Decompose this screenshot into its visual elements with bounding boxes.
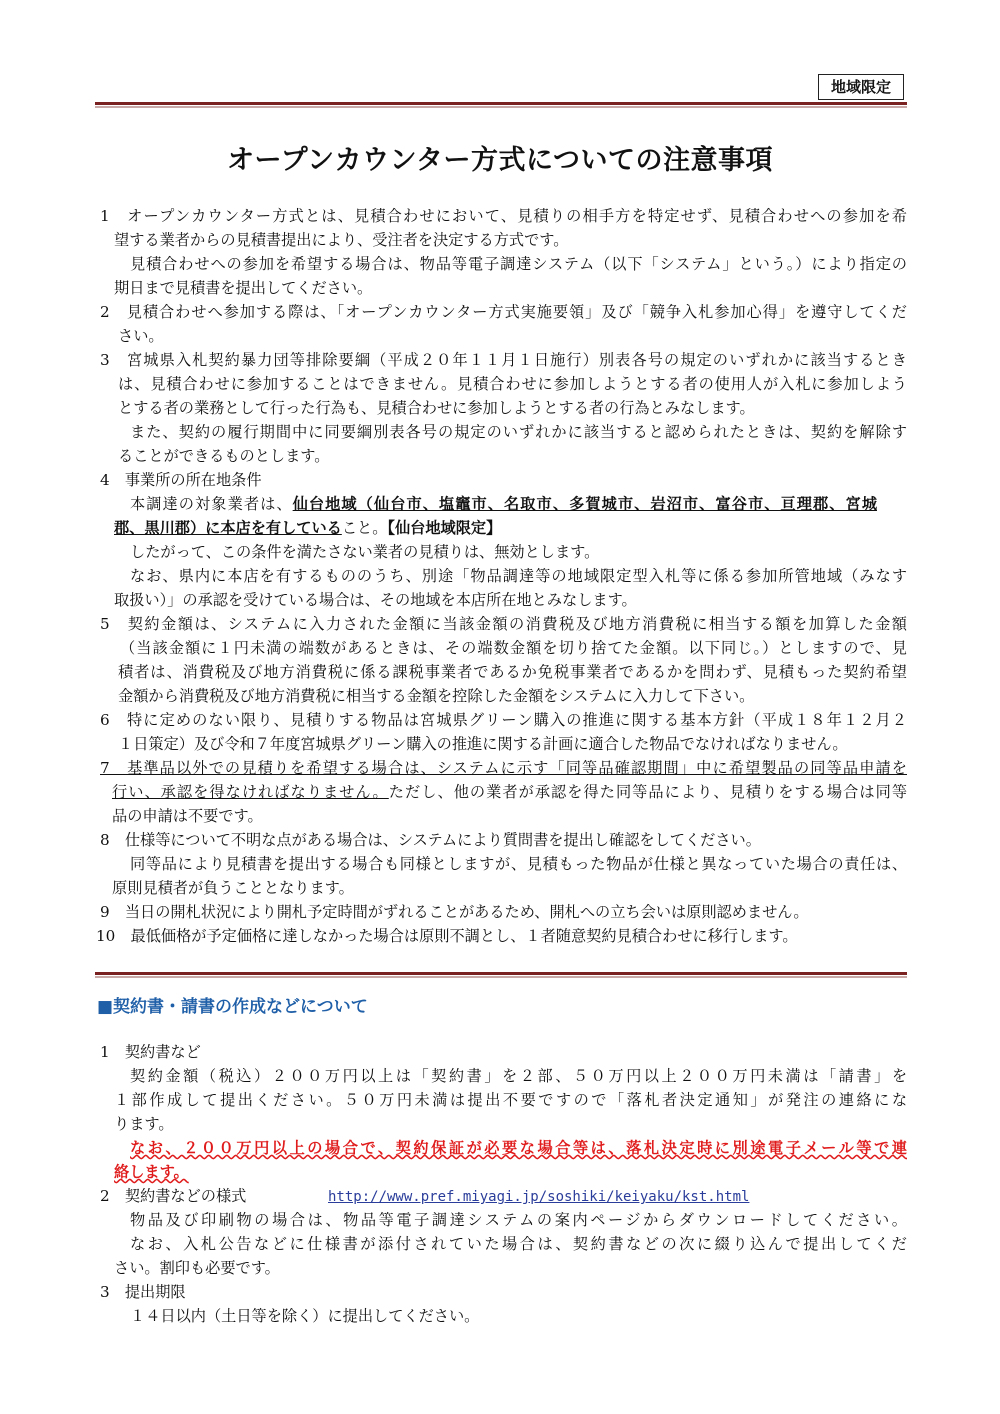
note-line: 6 特に定めのない限り、見積りする物品は宮城県グリーン購入の推進に関する基本方針（平成１８年１２月２ bbox=[100, 711, 907, 729]
contract-line: １部作成して提出ください。５０万円未満は提出不要ですので「落札者決定通知」が発注の連絡にな bbox=[114, 1091, 907, 1109]
contract-line: 3 提出期限 bbox=[100, 1283, 186, 1301]
note-line: とする者の業務として行った行為も、見積合わせに参加しようとする者の行為とみなします。 bbox=[118, 399, 755, 417]
contract-line: なお、入札公告などに仕様書が添付されていた場合は、契約書などの次に綴り込んで提出してくだ bbox=[130, 1235, 907, 1253]
note-line: 期日まで見積書を提出してください。 bbox=[114, 279, 373, 297]
section-divider bbox=[95, 972, 907, 978]
note-line-equivalent-product: 7 基準品以外での見積りを希望する場合は、システムに示す「同等品確認期間」中に希望製品の同等品申請を bbox=[100, 759, 907, 777]
note-line: 金額から消費税及び地方消費税に相当する金額を控除した金額をシステムに入力して下さい。 bbox=[118, 687, 755, 705]
contract-line: 契約金額（税込）２００万円以上は「契約書」を２部、５０万円以上２００万円未満は「請書」を bbox=[130, 1067, 907, 1085]
note-line: は、見積合わせに参加することはできません。見積合わせに参加しようとする者の使用人が入札に参加しよう bbox=[118, 375, 907, 393]
note-line: なお、県内に本店を有するもののうち、別途「物品調達等の地域限定型入札等に係る参加所管地域（みなす bbox=[130, 567, 907, 585]
top-divider bbox=[95, 102, 907, 108]
note-line: さい。 bbox=[118, 327, 164, 345]
note-line: 取扱い）」の承認を受けている場合は、その地域を本店所在地とみなします。 bbox=[114, 591, 637, 609]
note-line: 品の申請は不要です。 bbox=[112, 807, 263, 825]
contract-warning: なお、２００万円以上の場合で、契約保証が必要な場合等は、落札決定時に別途電子メール等で連 bbox=[130, 1139, 907, 1157]
note-line: したがって、この条件を満たさない業者の見積りは、無効とします。 bbox=[130, 543, 600, 561]
contract-line: ります。 bbox=[114, 1115, 174, 1133]
note-line: 積者は、消費税及び地方消費税に係る課税事業者であるか免税事業者であるかを問わず、見積もった契約希望 bbox=[118, 663, 907, 681]
region-limited-badge: 地域限定 bbox=[818, 74, 904, 100]
contract-line: 1 契約書など bbox=[100, 1043, 201, 1061]
note-line: 望する業者からの見積書提出により、受注者を決定する方式です。 bbox=[114, 231, 569, 249]
contract-line: 物品及び印刷物の場合は、物品等電子調達システムの案内ページからダウンロードしてください。 bbox=[130, 1211, 907, 1229]
forms-link[interactable]: http://www.pref.miyagi.jp/soshiki/keiyaku/kst.html bbox=[328, 1189, 750, 1205]
note-line-region-condition: 本調達の対象業者は、仙台地域（仙台市、塩竈市、名取市、多賀城市、岩沼市、富谷市、亘理郡、宮城 bbox=[130, 495, 877, 513]
contract-line: 2 契約書などの様式 bbox=[100, 1187, 247, 1205]
note-line: また、契約の履行期間中に同要綱別表各号の規定のいずれかに該当すると認められたときは、契約を解除す bbox=[130, 423, 907, 441]
note-line: 10 最低価格が予定価格に達しなかった場合は原則不調とし、１者随意契約見積合わせに移行します。 bbox=[96, 927, 798, 945]
note-line: （当該金額に１円未満の端数があるときは、その端数金額を切り捨てた金額。以下同じ。）としますので、見 bbox=[120, 639, 907, 657]
contract-warning: 絡します。 bbox=[114, 1163, 189, 1181]
page-title: オープンカウンター方式についての注意事項 bbox=[227, 145, 773, 176]
note-line-equivalent-product: 行い、承認を得なければなりません。ただし、他の業者が承認を得た同等品により、見積りをする場合は同等 bbox=[112, 783, 908, 801]
note-line: 3 宮城県入札契約暴力団等排除要綱（平成２０年１１月１日施行）別表各号の規定のいずれかに該当するとき bbox=[100, 351, 907, 369]
note-line: 同等品により見積書を提出する場合も同様としますが、見積もった物品が仕様と異なっていた場合の責任は、 bbox=[130, 855, 907, 873]
note-line: 1 オープンカウンター方式とは、見積合わせにおいて、見積りの相手方を特定せず、見積合わせへの参加を希 bbox=[100, 207, 907, 225]
contract-line: １４日以内（土日等を除く）に提出してください。 bbox=[130, 1307, 480, 1325]
note-line: ることができるものとします。 bbox=[118, 447, 330, 465]
note-line: １日策定）及び令和７年度宮城県グリーン購入の推進に関する計画に適合した物品でなければなりません。 bbox=[118, 735, 848, 753]
section-heading: ■契約書・請書の作成などについて bbox=[97, 997, 368, 1017]
note-line: 9 当日の開札状況により開札予定時間がずれることがあるため、開札への立ち会いは原則認めません。 bbox=[100, 903, 809, 921]
note-line: 2 見積合わせへ参加する際は、「オープンカウンター方式実施要領」及び「競争入札参加心得」を遵守してくだ bbox=[100, 303, 907, 321]
note-line-region-condition: 郡、黒川郡）に本店を有していること。【仙台地域限定】 bbox=[114, 519, 502, 537]
contract-line: さい。割印も必要です。 bbox=[114, 1259, 280, 1277]
note-line: 原則見積者が負うこととなります。 bbox=[112, 879, 354, 897]
note-line: 4 事業所の所在地条件 bbox=[100, 471, 262, 489]
note-line: 見積合わせへの参加を希望する場合は、物品等電子調達システム（以下「システム」という。）により指定の bbox=[130, 255, 907, 273]
note-line: 8 仕様等について不明な点がある場合は、システムにより質問書を提出し確認をしてください。 bbox=[100, 831, 761, 849]
note-line: 5 契約金額は、システムに入力された金額に当該金額の消費税及び地方消費税に相当する額を加算した金額 bbox=[100, 615, 907, 633]
